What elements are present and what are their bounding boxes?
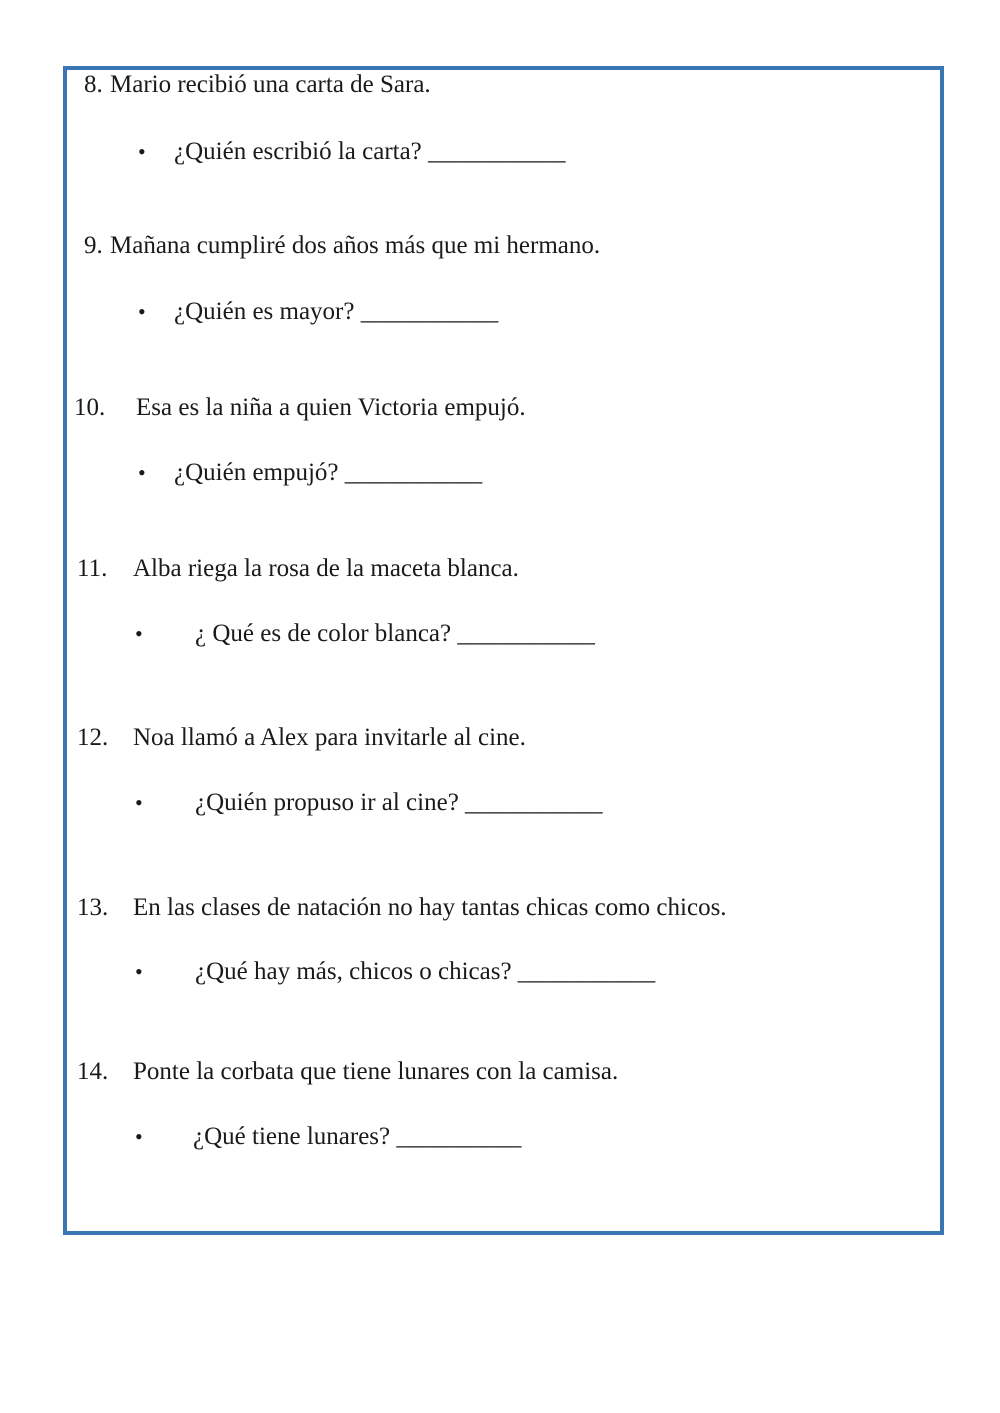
item-number: 10. [74,394,106,421]
item-question: ¿Quién empujó? ___________ [174,459,483,486]
bullet-icon: • [138,299,146,324]
bullet-icon: • [135,790,143,815]
item-statement: En las clases de natación no hay tantas chicas como chicos. [133,894,727,921]
bullet-icon: • [135,1124,143,1149]
bullet-icon: • [135,959,143,984]
item-statement: Esa es la niña a quien Victoria empujó. [136,394,526,421]
item-number: 14. [77,1058,109,1085]
item-statement: Mario recibió una carta de Sara. [110,71,431,98]
item-number: 9. [84,232,103,259]
item-number: 8. [84,71,103,98]
item-question: ¿ Qué es de color blanca? ___________ [195,620,595,647]
item-question: ¿Qué tiene lunares? __________ [193,1123,522,1150]
item-question: ¿Quién propuso ir al cine? ___________ [195,789,603,816]
item-statement: Noa llamó a Alex para invitarle al cine. [133,724,526,751]
item-number: 11. [77,555,108,582]
bullet-icon: • [138,139,146,164]
item-question: ¿Quién escribió la carta? ___________ [174,138,566,165]
item-statement: Ponte la corbata que tiene lunares con la camisa. [133,1058,619,1085]
item-question: ¿Quién es mayor? ___________ [174,298,499,325]
item-statement: Mañana cumpliré dos años más que mi hermano. [110,232,601,259]
item-number: 12. [77,724,109,751]
item-statement: Alba riega la rosa de la maceta blanca. [133,555,519,582]
item-number: 13. [77,894,109,921]
item-question: ¿Qué hay más, chicos o chicas? ___________ [195,958,656,985]
bullet-icon: • [135,621,143,646]
bullet-icon: • [138,460,146,485]
